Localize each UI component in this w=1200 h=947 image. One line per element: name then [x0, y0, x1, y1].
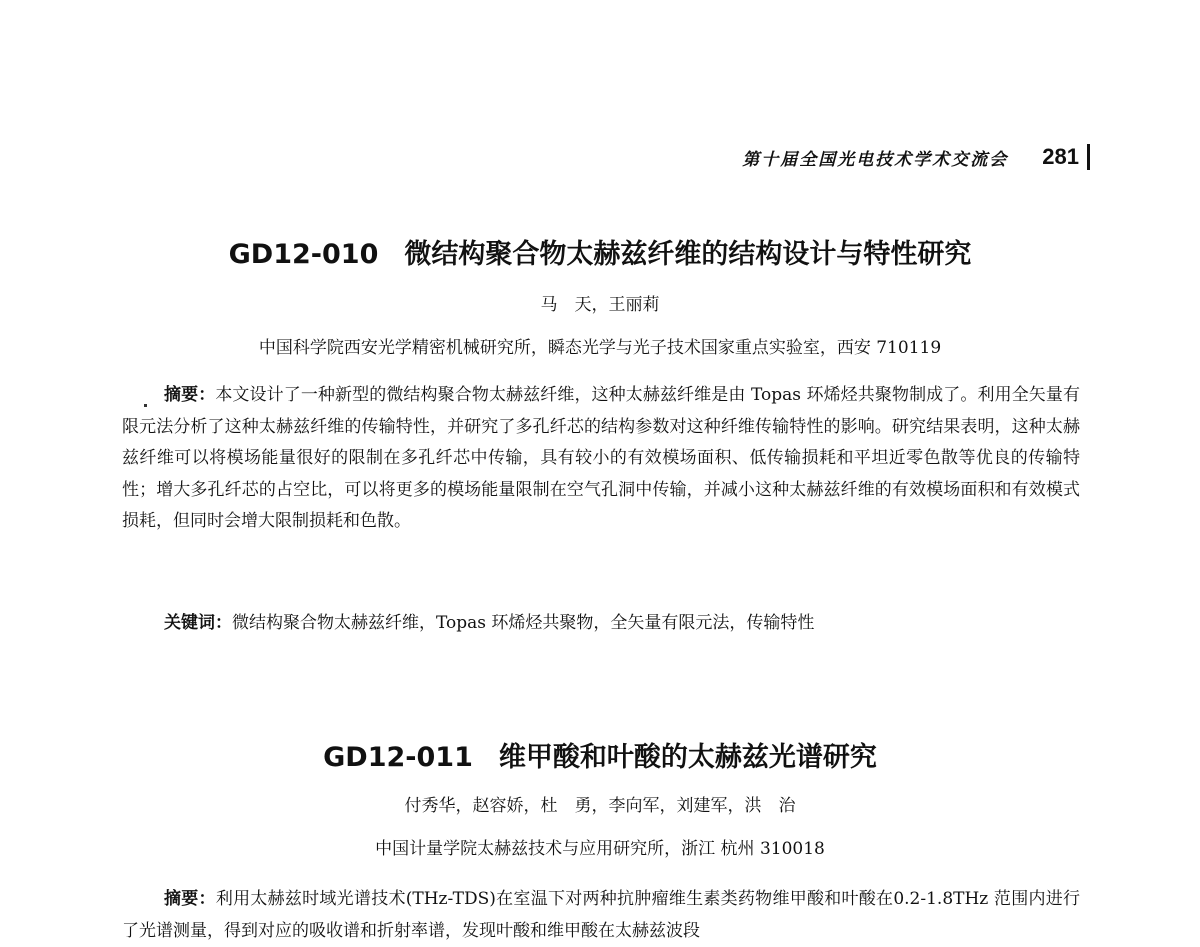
- paper-title: [0, 232, 1200, 271]
- paper-title-text: 微结构聚合物太赫兹纤维的结构设计与特性研究: [404, 239, 972, 270]
- paper-affiliation: 中国科学院西安光学精密机械研究所，瞬态光学与光子技术国家重点实验室，西安 710119: [258, 338, 942, 358]
- abstract-label: 摘要：: [164, 889, 216, 909]
- paper-code: GD12-011: [323, 742, 473, 773]
- abstract-label: 摘要：: [164, 385, 216, 405]
- paper-authors: 付秀华，赵容娇，杜 勇，李向军，刘建军，洪 治: [404, 796, 796, 816]
- abstract-text: 本文设计了一种新型的微结构聚合物太赫兹纤维，这种太赫兹纤维是由 Topas 环烯烃共聚物制成了。利用全矢量有限元法分析了这种太赫兹纤维的传输特性，并研究了多孔纤芯的结构参数对这种纤维传输特性的影响。研究结果表明，这种太赫兹纤维可以将模场能量很好的限制在多孔纤芯中传输，具有较小的有效模场面积、低传输损耗和平坦近零色散等优良的传输特性；增大多孔纤芯的占空比，可以将更多的模场能量限制在空气孔洞中传输，并减小这种太赫兹纤维的有效模场面积和有效模式损耗，但同时会增大限制损耗和色散。: [122, 385, 1080, 531]
- paper-code: GD12-010: [228, 239, 379, 270]
- paper-authors: 马 天，王丽莉: [540, 295, 660, 315]
- paper-title: [0, 735, 1200, 774]
- abstract-text: 利用太赫兹时域光谱技术(THz-TDS)在室温下对两种抗肿瘤维生素类药物维甲酸和叶酸在0.2-1.8THz 范围内进行了光谱测量，得到对应的吸收谱和折射率谱，发现叶酸和维甲酸在太赫兹波段: [122, 889, 1081, 941]
- abstract: [122, 380, 1080, 538]
- keywords-label: 关键词：: [164, 613, 232, 633]
- running-title: 第十届全国光电技术学术交流会: [742, 149, 1009, 170]
- running-header: [600, 140, 1090, 174]
- page-number: 281: [1042, 144, 1079, 169]
- abstract: [122, 884, 1080, 947]
- header-divider: [1087, 144, 1090, 170]
- keywords: [164, 608, 1080, 633]
- keywords-text: 微结构聚合物太赫兹纤维，Topas 环烯烃共聚物，全矢量有限元法，传输特性: [232, 613, 815, 633]
- paper-affiliation: 中国计量学院太赫兹技术与应用研究所，浙江 杭州 310018: [375, 839, 825, 859]
- paper-title-text: 维甲酸和叶酸的太赫兹光谱研究: [498, 742, 877, 773]
